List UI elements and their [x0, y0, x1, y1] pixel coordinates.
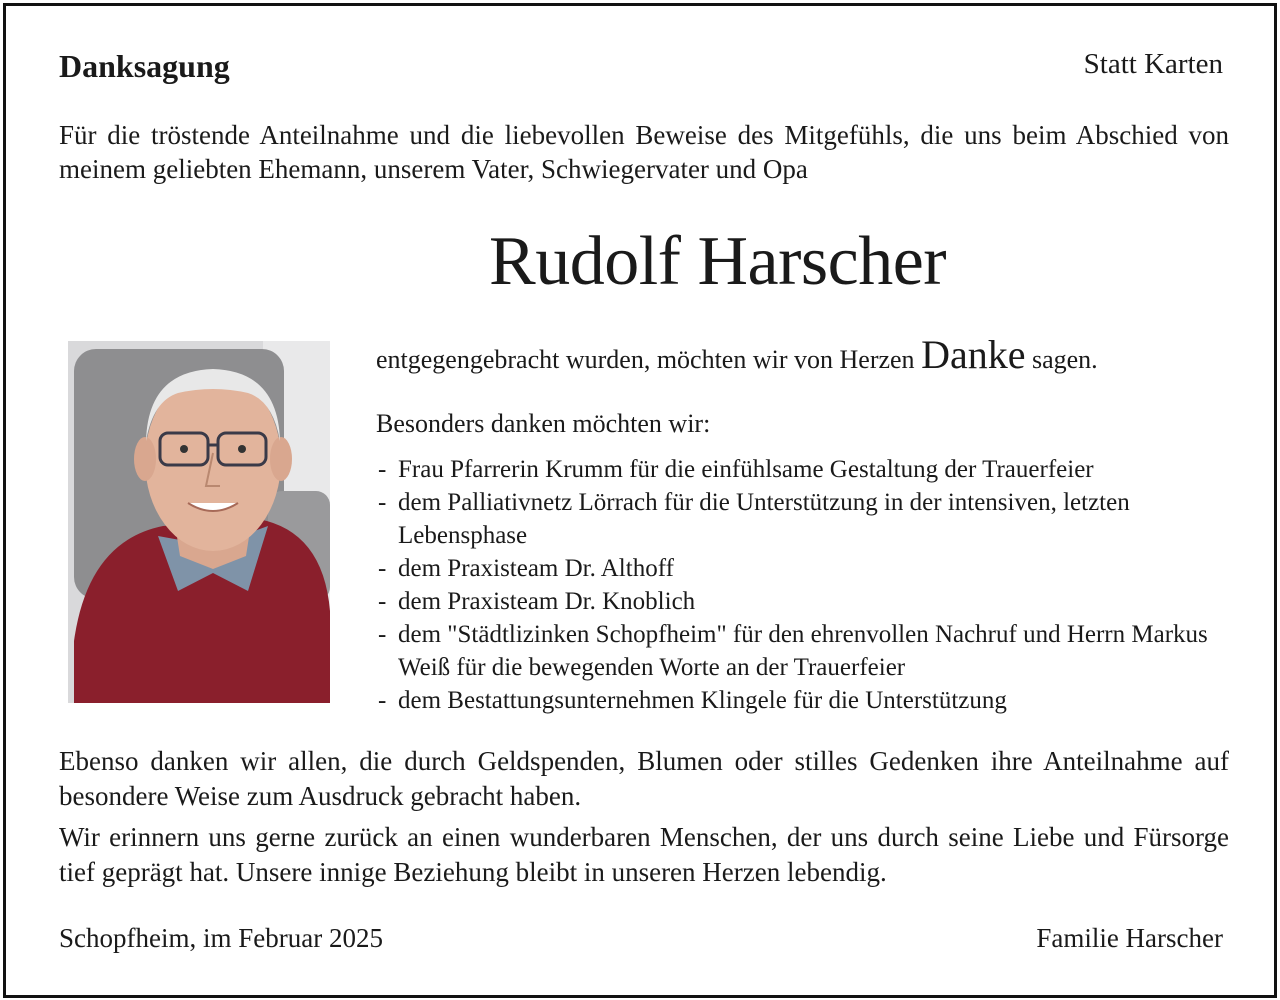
list-item: - dem Praxisteam Dr. Althoff	[376, 552, 1226, 585]
place-date: Schopfheim, im Februar 2025	[59, 923, 383, 953]
danke-emphasis: Danke	[921, 332, 1026, 377]
intro-paragraph: Für die tröstende Anteilnahme und die liebevollen Beweise des Mitgefühls, die uns beim Abschied von meinem geliebten Ehemann, unserem Vater, Schwiegervater und Opa	[59, 120, 1229, 184]
special-thanks-heading: Besonders danken möchten wir:	[376, 409, 711, 438]
list-item: - dem Bestattungsunternehmen Klingele für die Unterstützung	[376, 684, 1226, 717]
thanks-line-start: entgegengebracht wurden, möchten wir von Herzen	[376, 345, 922, 374]
obituary-card	[3, 3, 1277, 998]
signature: Familie Harscher	[1036, 923, 1223, 953]
list-item: - dem Palliativnetz Lörrach für die Unterstützung in der intensiven, letzten Lebensphase	[376, 486, 1226, 552]
thanks-line-end: sagen.	[1025, 345, 1098, 374]
portrait-photo	[68, 341, 330, 703]
heading-title: Danksagung	[59, 48, 230, 84]
list-item: - Frau Pfarrerin Krumm für die einfühlsame Gestaltung der Trauerfeier	[376, 453, 1226, 486]
heading-note: Statt Karten	[1083, 48, 1223, 80]
thanks-line	[376, 331, 1098, 378]
list-item: - dem "Städtlizinken Schopfheim" für den ehrenvollen Nachruf und Herrn Markus Weiß für die bewegenden Worte an der Trauerfeier	[376, 618, 1226, 684]
special-thanks-list	[376, 453, 1226, 717]
list-item: - dem Praxisteam Dr. Knoblich	[376, 585, 1226, 618]
portrait-illustration	[68, 341, 330, 703]
deceased-name: Rudolf Harscher	[489, 223, 947, 300]
remembrance-paragraph: Wir erinnern uns gerne zurück an einen wunderbaren Menschen, der uns durch seine Liebe und Fürsorge tief geprägt hat. Unsere innige Beziehung bleibt in unseren Herzen lebendig.	[59, 822, 1229, 887]
general-thanks-paragraph: Ebenso danken wir allen, die durch Geldspenden, Blumen oder stilles Gedenken ihre Anteilnahme auf besondere Weise zum Ausdruck gebracht haben.	[59, 746, 1229, 811]
